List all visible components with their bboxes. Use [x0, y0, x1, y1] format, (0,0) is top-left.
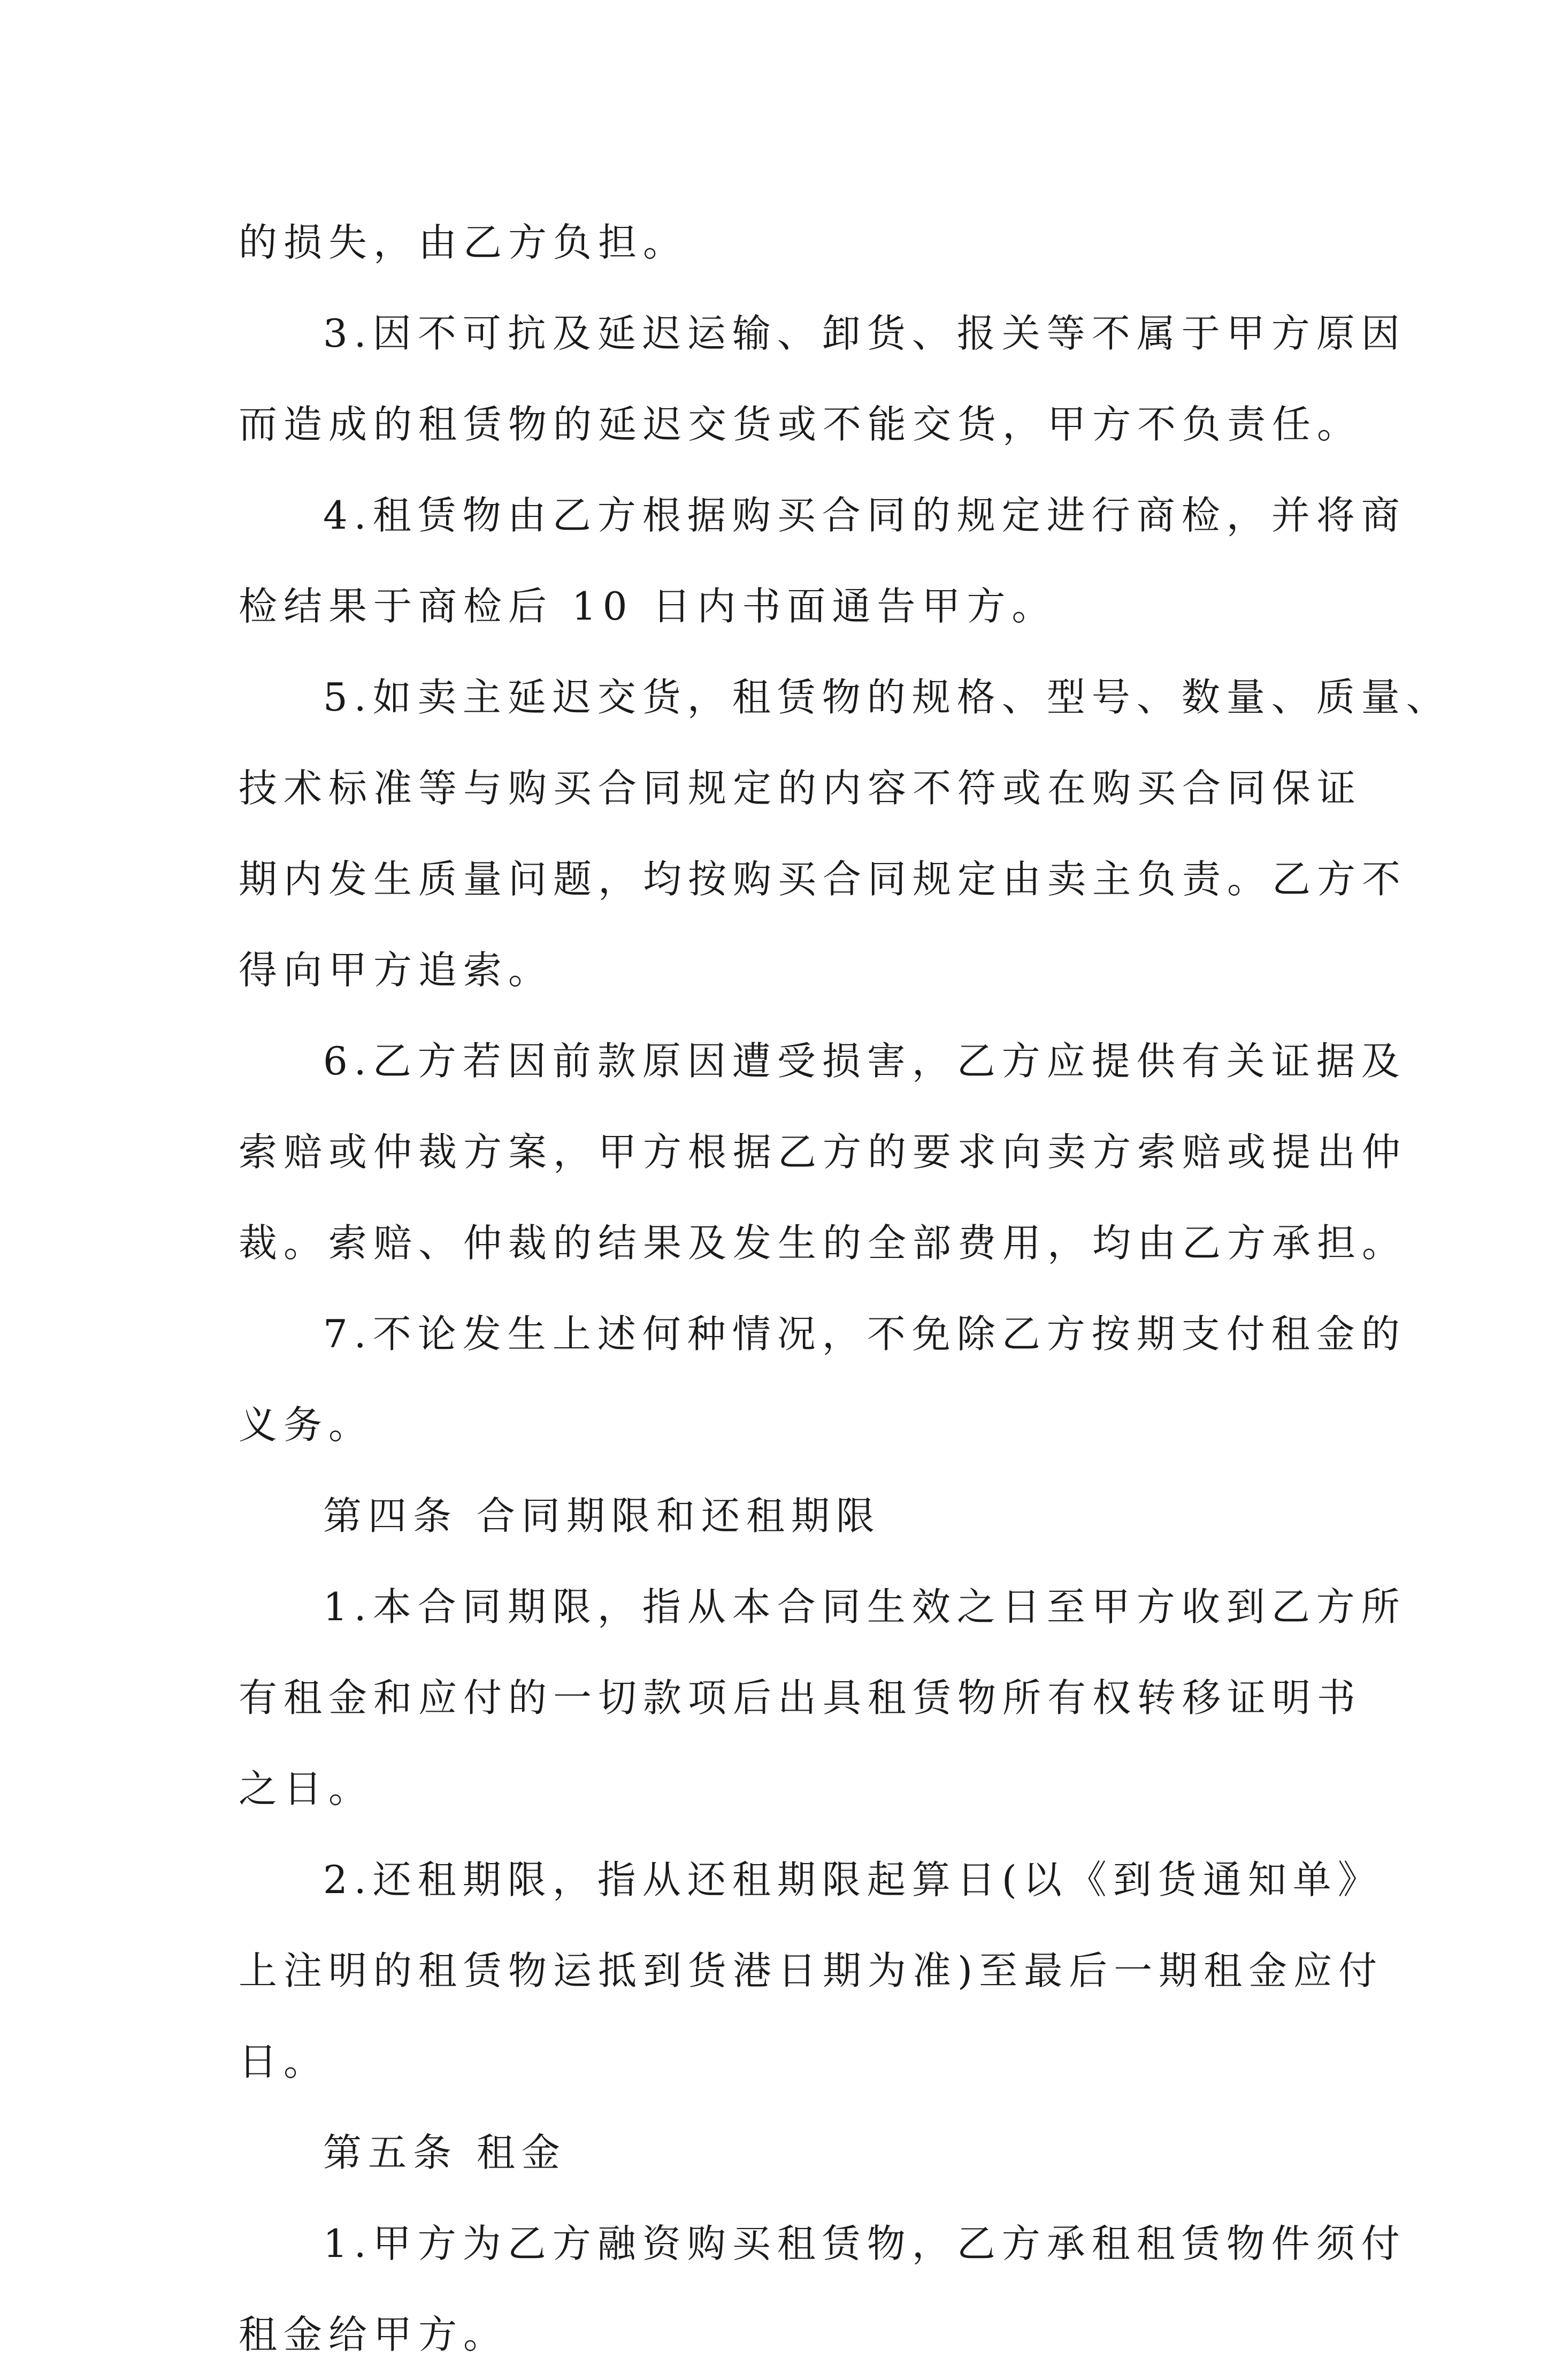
- text-line: 义务。: [239, 1402, 374, 1447]
- text-line: 得向甲方追索。: [239, 948, 554, 993]
- clause-7-line: 7.不论发生上述何种情况，不免除乙方按期支付租金的: [323, 1311, 1406, 1356]
- article-4-clause-2-line: 2.还租期限，指从还租期限起算日(以《到货通知单》: [323, 1857, 1383, 1902]
- text-line: 日。: [239, 2039, 329, 2084]
- text-line: 技术标准等与购买合同规定的内容不符或在购买合同保证: [239, 766, 1362, 811]
- text-line: 之日。: [239, 1766, 374, 1811]
- text-line: 裁。索赔、仲裁的结果及发生的全部费用，均由乙方承担。: [239, 1220, 1407, 1265]
- text-line: 上注明的租赁物运抵到货港日期为准)至最后一期租金应付: [239, 1948, 1384, 1993]
- article-4-clause-1-line: 1.本合同期限，指从本合同生效之日至甲方收到乙方所: [323, 1584, 1406, 1629]
- text-line: 期内发生质量问题，均按购买合同规定由卖主负责。乙方不: [239, 857, 1407, 902]
- article-5-heading: 第五条 租金: [323, 2130, 566, 2175]
- text-line: 索赔或仲裁方案，甲方根据乙方的要求向卖方索赔或提出仲: [239, 1130, 1407, 1174]
- article-4-heading: 第四条 合同期限和还租期限: [323, 1493, 881, 1538]
- text-line: 的损失，由乙方负担。: [239, 220, 688, 265]
- clause-4-line: 4.租赁物由乙方根据购买合同的规定进行商检，并将商: [323, 493, 1406, 538]
- clause-5-line: 5.如卖主延迟交货，租赁物的规格、型号、数量、质量、: [323, 675, 1451, 720]
- contract-text-body: [239, 197, 1451, 2380]
- text-line: 有租金和应付的一切款项后出具租赁物所有权转移证明书: [239, 1675, 1362, 1720]
- clause-6-line: 6.乙方若因前款原因遭受损害，乙方应提供有关证据及: [323, 1039, 1406, 1084]
- text-line: 而造成的租赁物的延迟交货或不能交货，甲方不负责任。: [239, 402, 1362, 447]
- text-line: 租金给甲方。: [239, 2312, 509, 2357]
- article-5-clause-1-line: 1.甲方为乙方融资购买租赁物，乙方承租租赁物件须付: [323, 2221, 1406, 2266]
- clause-3-line: 3.因不可抗及延迟运输、卸货、报关等不属于甲方原因: [323, 311, 1406, 356]
- text-line: 检结果于商检后 10 日内书面通告甲方。: [239, 584, 1057, 629]
